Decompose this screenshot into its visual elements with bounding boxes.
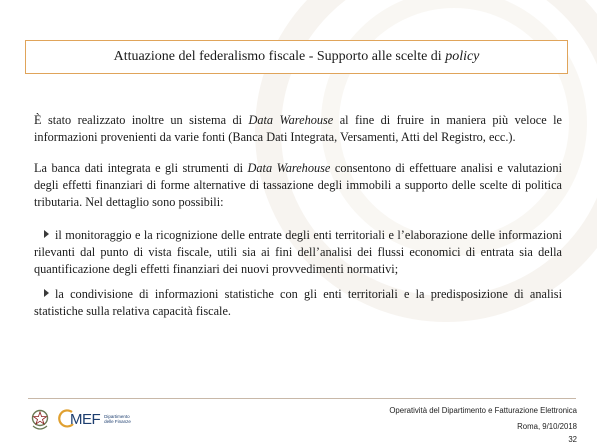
mef-department bbox=[104, 414, 131, 424]
paragraph-1-italic: Data Warehouse bbox=[248, 113, 334, 127]
bullet-item-text: la condivisione di informazioni statistiche con gli enti territoriali e la predisposizione di analisi statistiche sulla relativa capacità fiscale. bbox=[34, 287, 562, 318]
mef-logo-text: MEF bbox=[70, 410, 101, 428]
paragraph-2-text-a: La banca dati integrata e gli strumenti di bbox=[34, 161, 248, 175]
slide-body bbox=[34, 112, 562, 328]
triangle-right-icon bbox=[44, 230, 49, 238]
paragraph-2 bbox=[34, 160, 562, 211]
footer-divider bbox=[28, 398, 576, 399]
footer-info bbox=[389, 404, 577, 446]
mef-department-line-2: delle Finanze bbox=[104, 419, 131, 424]
slide-title bbox=[114, 49, 480, 65]
paragraph-2-italic: Data Warehouse bbox=[247, 161, 331, 175]
mef-department-line-1: Dipartimento bbox=[104, 414, 130, 419]
paragraph-1-text-b: al fine di fruire in maniera più veloce le informazioni provenienti da varie fonti (Banca Dati Integrata, Versamenti, Atti del Registro, ecc.). bbox=[34, 113, 562, 144]
republic-emblem-icon bbox=[30, 407, 50, 433]
bullet-item bbox=[34, 286, 562, 320]
title-text: Attuazione del federalismo fiscale - Supporto alle scelte di bbox=[113, 49, 446, 64]
footer-subtitle: Operatività del Dipartimento e Fatturazione Elettronica bbox=[389, 406, 577, 415]
title-italic-text: policy bbox=[445, 49, 480, 64]
paragraph-1-text-a: È stato realizzato inoltre un sistema di bbox=[34, 113, 249, 127]
page-number: 32 bbox=[568, 435, 577, 444]
paragraph-1 bbox=[34, 112, 562, 146]
triangle-right-icon bbox=[44, 289, 49, 297]
slide-title-box bbox=[25, 40, 568, 74]
bullet-list bbox=[34, 227, 562, 320]
bullet-item bbox=[34, 227, 562, 278]
mef-logo bbox=[56, 409, 131, 429]
paragraph-2-text-b: consentono di effettuare analisi e valutazioni degli effetti finanziari di forme alternative di tassazione degli immobili a supporto delle scelte di politica tributaria. Nel dettaglio sono possibili: bbox=[34, 161, 562, 209]
footer-date: Roma, 9/10/2018 bbox=[517, 422, 577, 431]
bullet-item-text: il monitoraggio e la ricognizione delle entrate degli enti territoriali e l’elaborazione delle informazioni rilevanti dal punto di vista fiscale, utili sia ai fini dell’analisi dei flussi economici di entrata sia della quantificazione degli effetti finanziari dei nuovi provvedimenti normativi; bbox=[34, 228, 562, 276]
